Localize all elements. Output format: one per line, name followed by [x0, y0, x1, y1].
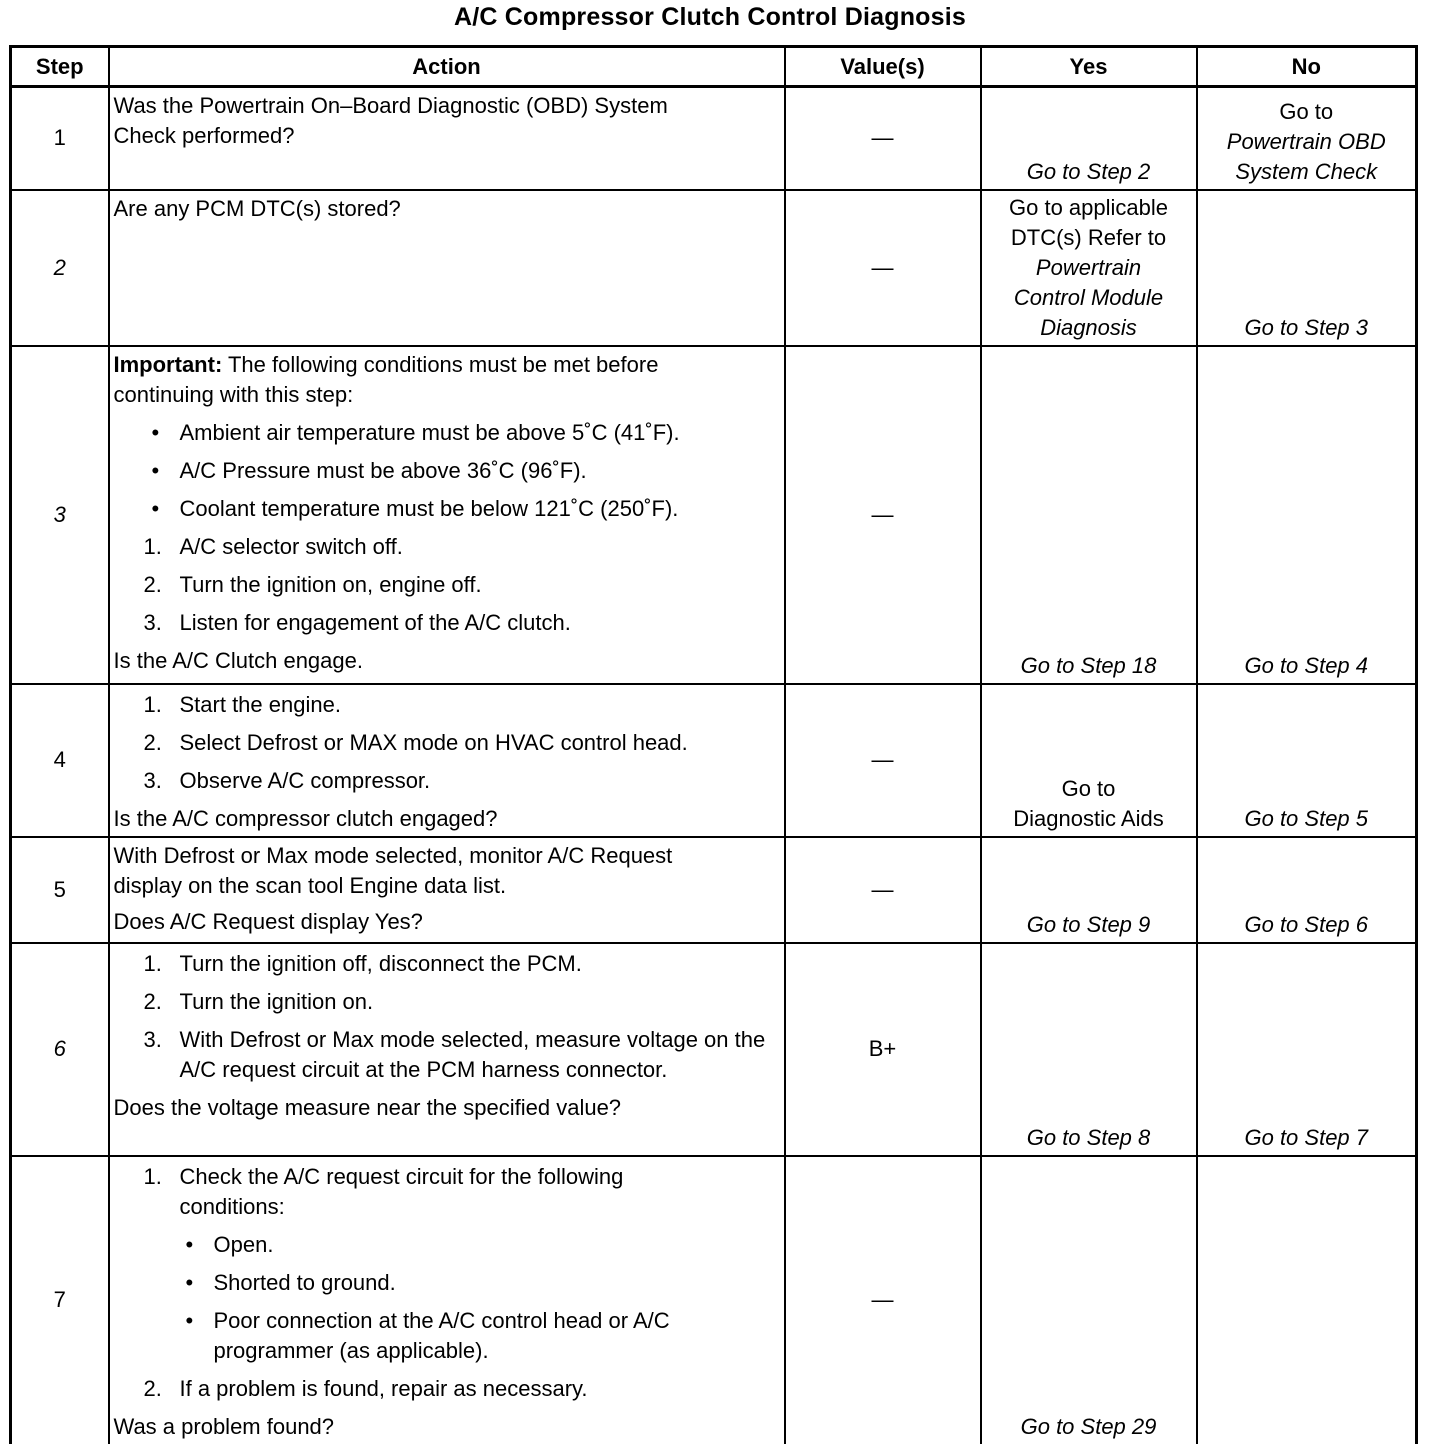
step-marker: 3.: [143, 767, 162, 793]
step-marker: 2.: [143, 729, 162, 755]
no-cell: [1197, 943, 1417, 1156]
yes-cell: [981, 346, 1197, 684]
list-item: [114, 728, 778, 758]
no-cell: [1197, 190, 1417, 346]
diagnosis-table: [9, 45, 1418, 1444]
list-item: [114, 987, 778, 1017]
step-number: 2: [11, 190, 109, 346]
no-cell: [1197, 87, 1417, 190]
step-text: Turn the ignition on, engine off.: [179, 571, 482, 597]
step-number: 4: [11, 684, 109, 837]
list-item: [114, 456, 778, 486]
list-item: [114, 949, 778, 979]
question-text: Is the A/C Clutch engage.: [113, 647, 363, 673]
important-note: [114, 350, 778, 380]
step-number: 3: [11, 346, 109, 684]
table-row: [11, 190, 1417, 346]
question-text: Does A/C Request display Yes?: [113, 908, 423, 934]
no-text: Go to Step 6: [1244, 911, 1369, 937]
yes-text: Powertrain: [1035, 254, 1142, 280]
value-text: —: [871, 254, 894, 280]
step-marker: 2.: [143, 571, 162, 597]
step-text: Turn the ignition on.: [179, 988, 374, 1014]
step-number: 1: [11, 87, 109, 190]
step-text: If a problem is found, repair as necessary.: [179, 1375, 588, 1401]
yes-text: Go to: [1061, 775, 1116, 801]
action-cell: [109, 943, 785, 1156]
step-text: Check the A/C request circuit for the following conditions:: [179, 1163, 624, 1219]
list-item: [114, 1374, 778, 1404]
value-text: —: [871, 125, 894, 151]
no-cell: [1197, 837, 1417, 943]
action-text: display on the scan tool Engine data list.: [113, 872, 507, 898]
value-text: B+: [868, 1036, 897, 1061]
list-item: [114, 690, 778, 720]
bullet-marker: •: [151, 495, 160, 521]
table-row: [11, 87, 1417, 190]
important-text: The following conditions must be met before: [222, 351, 659, 377]
list-item: [114, 608, 778, 638]
bullet-text: Coolant temperature must be below 121˚C (250˚F).: [179, 495, 679, 521]
step-text: Listen for engagement of the A/C clutch.: [179, 609, 571, 635]
step-text: Select Defrost or MAX mode on HVAC control head.: [179, 729, 688, 755]
action-cell: [109, 1156, 785, 1444]
list-item: [114, 1268, 778, 1298]
no-cell: [1197, 684, 1417, 837]
value-cell: [785, 346, 981, 684]
bullet-text: Shorted to ground.: [213, 1269, 396, 1295]
yes-text: Go to Step 2: [1026, 158, 1151, 184]
step-text: A/C selector switch off.: [179, 533, 403, 559]
no-text: Powertrain OBD: [1226, 128, 1386, 154]
bullet-marker: •: [185, 1269, 194, 1295]
action-text: Are any PCM DTC(s) stored?: [113, 195, 401, 221]
no-text: Go to Step 5: [1244, 805, 1369, 831]
yes-text: Go to Step 29: [1020, 1414, 1157, 1439]
step-marker: 1.: [143, 691, 162, 717]
action-cell: [109, 190, 785, 346]
step-number: 6: [11, 943, 109, 1156]
yes-text: Go to Step 8: [1026, 1124, 1151, 1150]
question-text: Was a problem found?: [113, 1413, 335, 1439]
question-text: Does the voltage measure near the specified value?: [113, 1094, 622, 1120]
list-item: [114, 1306, 778, 1366]
list-item: [114, 418, 778, 448]
important-label: Important:: [113, 351, 223, 377]
list-item: [114, 532, 778, 562]
value-text: —: [871, 501, 894, 527]
step-marker: 3.: [143, 1026, 162, 1052]
table-row: [11, 943, 1417, 1156]
bullet-text: A/C Pressure must be above 36˚C (96˚F).: [179, 457, 587, 483]
value-cell: [785, 837, 981, 943]
header-step: Step: [11, 47, 109, 87]
table-row: [11, 1156, 1417, 1444]
header-values: Value(s): [785, 47, 981, 87]
action-text: Check performed?: [113, 123, 295, 148]
action-cell: [109, 684, 785, 837]
step-text: Start the engine.: [179, 691, 341, 717]
bullet-marker: •: [151, 419, 160, 445]
action-text: Was the Powertrain On–Board Diagnostic (OBD) System: [113, 93, 668, 118]
list-item: [114, 494, 778, 524]
step-marker: 2.: [143, 988, 162, 1014]
no-text: System Check: [1235, 158, 1378, 184]
list-item: [114, 1162, 778, 1222]
no-cell: [1197, 346, 1417, 684]
value-cell: [785, 943, 981, 1156]
table-row: [11, 684, 1417, 837]
no-text: Go to Step 3: [1244, 314, 1369, 340]
bullet-text: Open.: [213, 1231, 274, 1257]
table-header-row: [11, 47, 1417, 87]
step-text: Turn the ignition off, disconnect the PCM.: [179, 950, 582, 976]
list-item: [114, 570, 778, 600]
value-cell: [785, 87, 981, 190]
no-text: Go to: [1279, 98, 1334, 124]
yes-cell: [981, 943, 1197, 1156]
no-text: Go to Step 4: [1244, 652, 1369, 678]
list-item: [114, 766, 778, 796]
table-row: [11, 346, 1417, 684]
value-cell: [785, 190, 981, 346]
yes-text: Diagnosis: [1040, 314, 1137, 340]
document-title: A/C Compressor Clutch Control Diagnosis: [453, 3, 966, 31]
yes-cell: [981, 837, 1197, 943]
value-cell: [785, 1156, 981, 1444]
important-text: continuing with this step:: [113, 381, 354, 407]
value-text: —: [871, 876, 894, 902]
yes-text: Diagnostic Aids: [1013, 805, 1164, 831]
bullet-marker: •: [185, 1231, 194, 1257]
yes-cell: [981, 87, 1197, 190]
step-number: 5: [11, 837, 109, 943]
bullet-text: Ambient air temperature must be above 5˚C (41˚F).: [179, 419, 680, 445]
header-action: Action: [109, 47, 785, 87]
bullet-text: Poor connection at the A/C control head or A/C programmer (as applicable).: [213, 1307, 670, 1363]
action-cell: [109, 346, 785, 684]
bullet-marker: •: [151, 457, 160, 483]
yes-cell: [981, 190, 1197, 346]
no-cell: [1197, 1156, 1417, 1444]
bullet-marker: •: [185, 1307, 194, 1333]
value-cell: [785, 684, 981, 837]
yes-text: Control Module: [1013, 284, 1164, 310]
action-cell: [109, 837, 785, 943]
value-text: —: [871, 1287, 894, 1313]
value-text: —: [871, 747, 894, 772]
action-text: With Defrost or Max mode selected, monitor A/C Request: [113, 842, 673, 868]
step-marker: 3.: [143, 609, 162, 635]
step-text: Observe A/C compressor.: [179, 767, 431, 793]
question-text: Is the A/C compressor clutch engaged?: [113, 805, 498, 831]
list-item: [114, 1230, 778, 1260]
action-cell: [109, 87, 785, 190]
yes-cell: [981, 684, 1197, 837]
yes-text: Go to applicable: [1009, 194, 1168, 220]
yes-text: Go to Step 18: [1020, 652, 1157, 678]
step-text: With Defrost or Max mode selected, measure voltage on the A/C request circuit at the PCM harness connector.: [179, 1026, 766, 1082]
step-marker: 2.: [143, 1375, 162, 1401]
list-item: [114, 1025, 778, 1085]
header-no: No: [1197, 47, 1417, 87]
yes-text: DTC(s) Refer to: [1010, 224, 1167, 250]
header-yes: Yes: [981, 47, 1197, 87]
yes-text: Go to Step 9: [1026, 911, 1151, 937]
step-marker: 1.: [143, 950, 162, 976]
step-marker: 1.: [143, 1163, 162, 1189]
table-row: [11, 837, 1417, 943]
step-number: 7: [11, 1156, 109, 1444]
step-marker: 1.: [143, 533, 162, 559]
no-text: Go to Step 7: [1244, 1124, 1369, 1150]
yes-cell: [981, 1156, 1197, 1444]
